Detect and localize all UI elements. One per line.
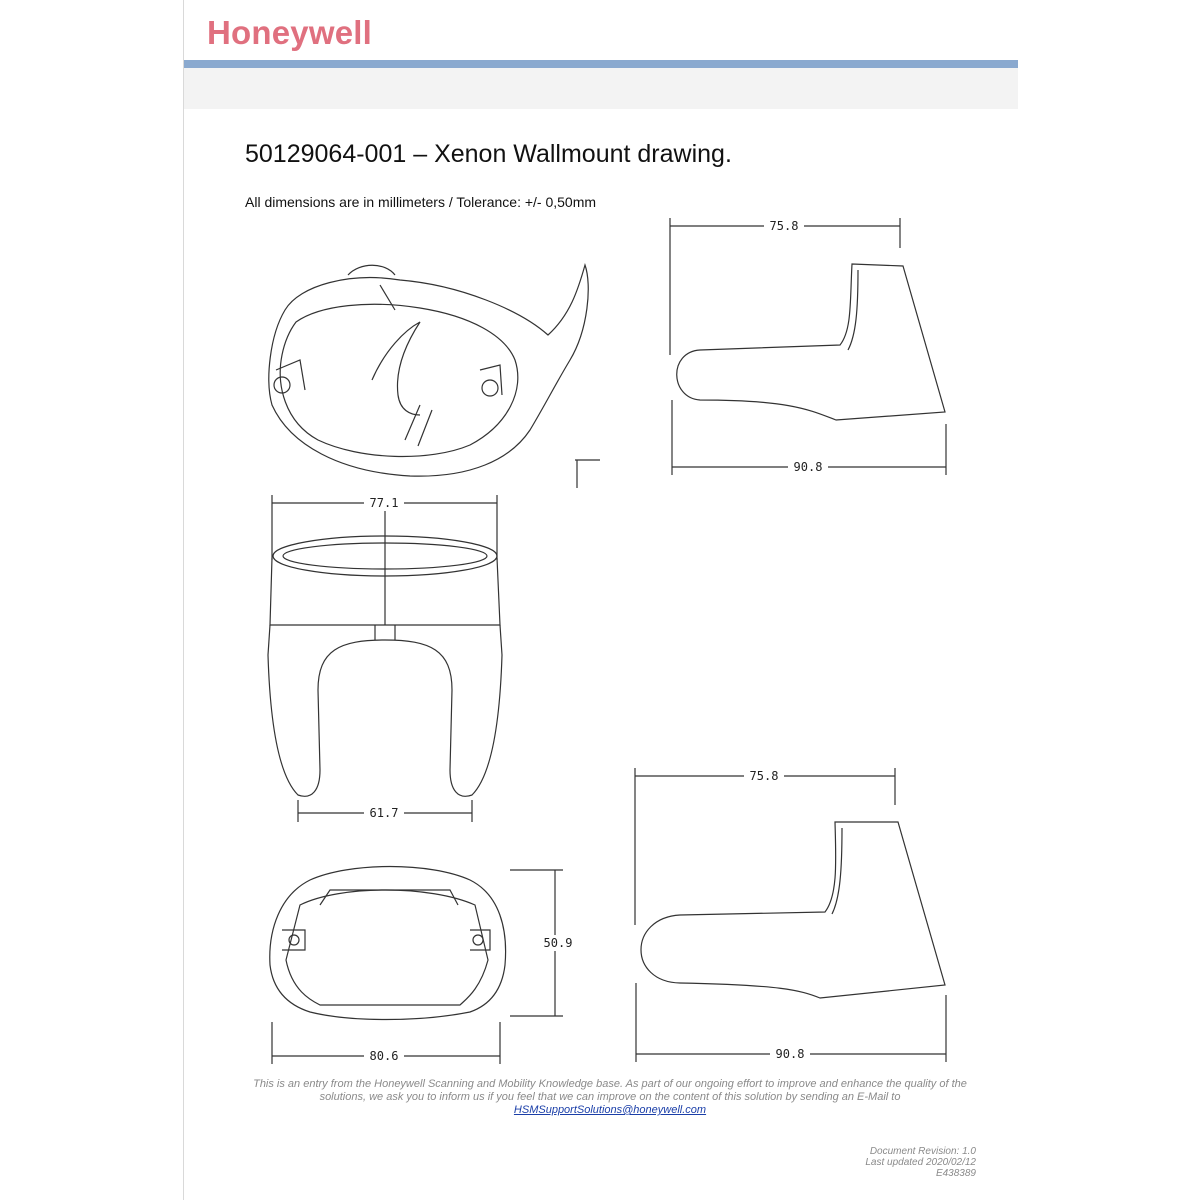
footer-note-text: This is an entry from the Honeywell Scanning and Mobility Knowledge base. As part of our ongoing effort to improve and enhance the quality of the solutions, we ask you to inform us if you feel that we can improve on the content of this solution by sending an E-Mail to [253,1078,967,1103]
dim-bottom-height: 50.9 [543,936,573,950]
dim-side-bottom-length: 90.8 [775,1047,805,1061]
last-updated: Last updated 2020/02/12 [865,1157,976,1168]
side-view-bottom [635,768,946,1062]
document-subtitle: All dimensions are in millimeters / Tolerance: +/- 0,50mm [245,194,597,210]
side-view-top [670,218,946,475]
dim-side-top-length: 90.8 [793,460,823,474]
dim-side-bottom-width: 75.8 [749,769,779,783]
honeywell-logo: Honeywell [207,14,373,51]
document-id: E438389 [935,1168,976,1179]
dim-side-top-width: 75.8 [769,219,799,233]
dim-front-opening: 61.7 [369,806,399,820]
footer-note [230,1078,990,1117]
bottom-view [270,867,563,1065]
support-email-link[interactable]: HSMSupportSolutions@honeywell.com [513,1104,707,1116]
dim-bottom-width: 80.6 [369,1049,399,1063]
front-view [268,495,502,822]
document-title: 50129064-001 – Xenon Wallmount drawing. [245,140,732,168]
document-revision: Document Revision: 1.0 [869,1146,976,1157]
dim-front-width: 77.1 [369,496,399,510]
isometric-view [269,265,600,488]
revision-block [865,1146,976,1179]
